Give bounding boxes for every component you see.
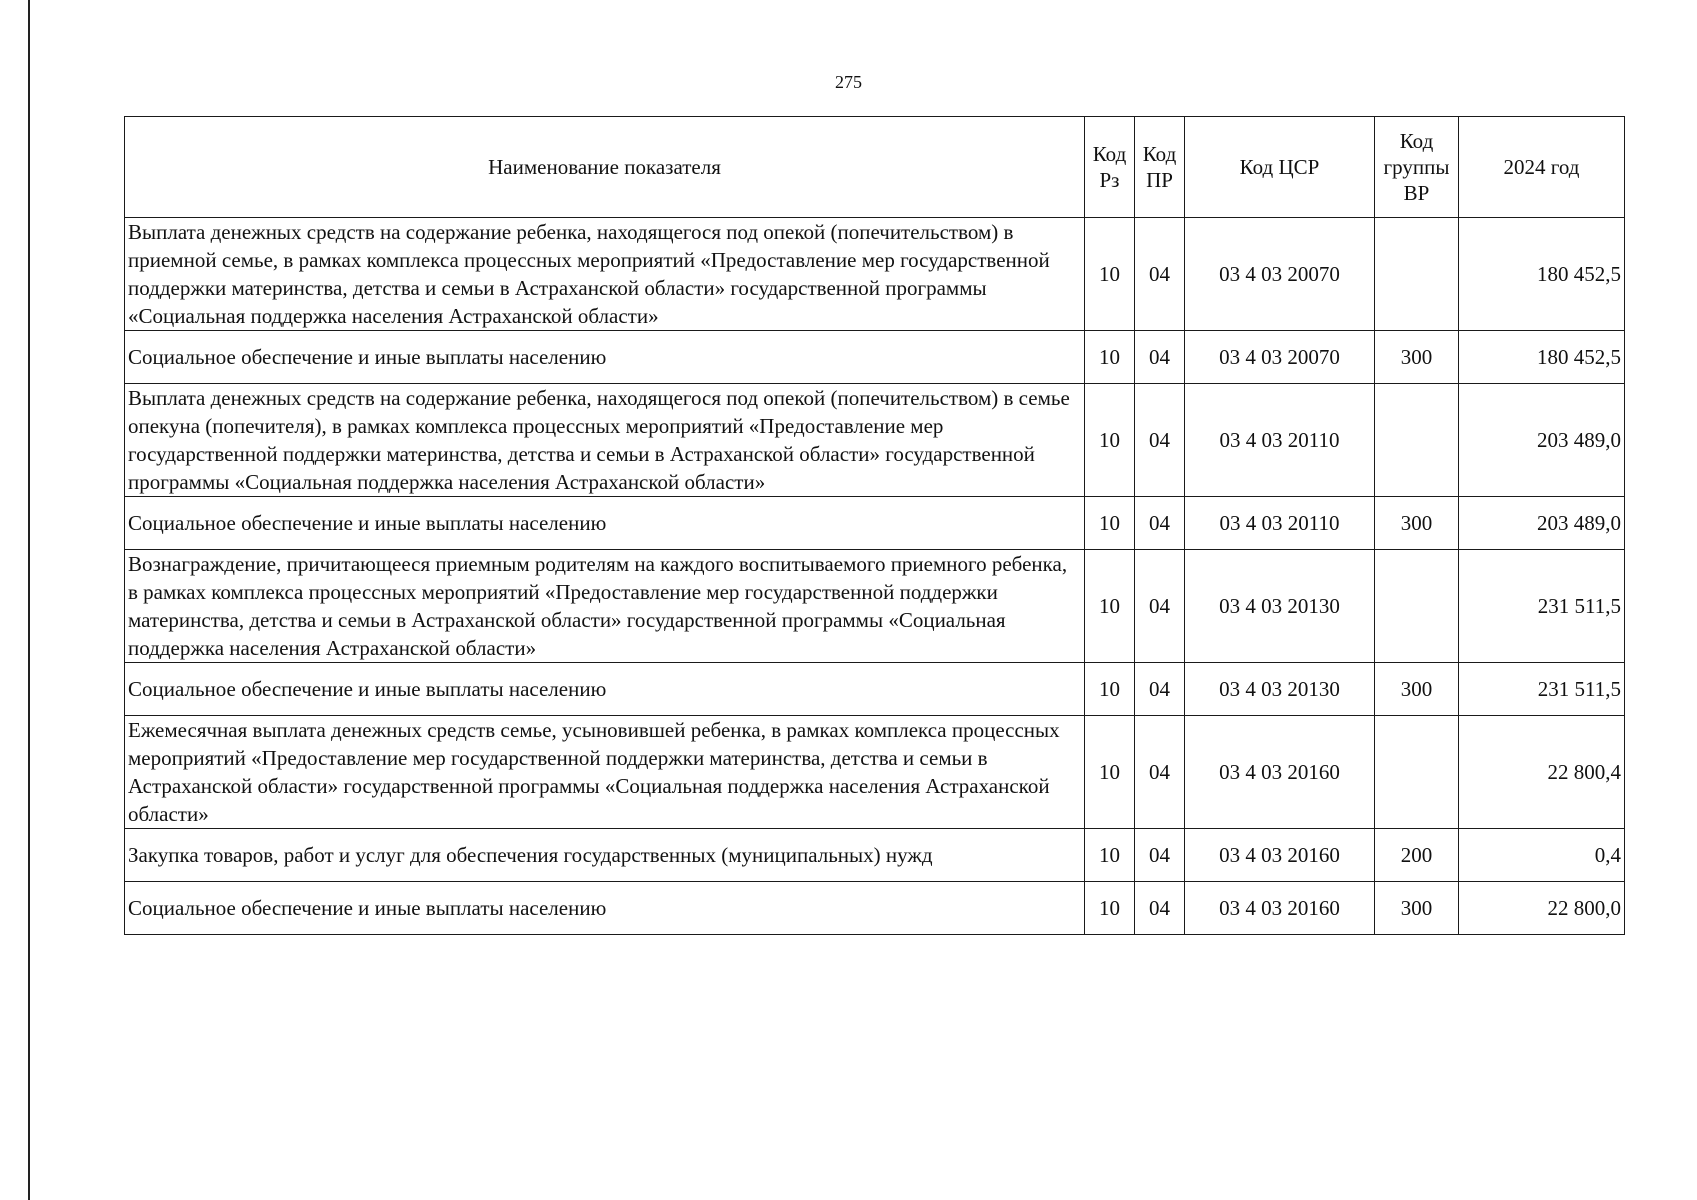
- table-row: [125, 829, 1625, 882]
- table-header-row: [125, 117, 1625, 218]
- row-name: Социальное обеспечение и иные выплаты населению: [125, 331, 1085, 384]
- row-rz: 10: [1085, 497, 1135, 550]
- table-row: [125, 218, 1625, 331]
- row-name: Социальное обеспечение и иные выплаты населению: [125, 497, 1085, 550]
- row-name: Выплата денежных средств на содержание ребенка, находящегося под опекой (попечительством) в семье опекуна (попечителя), в рамках комплекса процессных мероприятий «Предоставление мер государственной поддержки материнства, детства и семьи в Астраханской области» государственной программы «Социальная поддержка населения Астраханской области»: [125, 384, 1085, 497]
- page-binding-line: [28, 0, 30, 1200]
- row-csr: 03 4 03 20160: [1185, 882, 1375, 935]
- table-row: [125, 882, 1625, 935]
- row-csr: 03 4 03 20160: [1185, 716, 1375, 829]
- row-pr: 04: [1135, 331, 1185, 384]
- row-pr: 04: [1135, 829, 1185, 882]
- row-rz: 10: [1085, 550, 1135, 663]
- header-csr: Код ЦСР: [1185, 117, 1375, 218]
- row-vr: 300: [1375, 882, 1459, 935]
- row-rz: 10: [1085, 218, 1135, 331]
- page-number: 275: [835, 72, 862, 92]
- row-csr: 03 4 03 20110: [1185, 384, 1375, 497]
- row-csr: 03 4 03 20160: [1185, 829, 1375, 882]
- row-vr: [1375, 716, 1459, 829]
- row-amount: 203 489,0: [1459, 497, 1625, 550]
- row-rz: 10: [1085, 384, 1135, 497]
- row-name: Ежемесячная выплата денежных средств семье, усыновившей ребенка, в рамках комплекса процессных мероприятий «Предоставление мер государственной поддержки материнства, детства и семьи в Астраханской области» государственной программы «Социальная поддержка населения Астраханской области»: [125, 716, 1085, 829]
- row-name: Социальное обеспечение и иные выплаты населению: [125, 882, 1085, 935]
- row-vr: 300: [1375, 497, 1459, 550]
- row-csr: 03 4 03 20110: [1185, 497, 1375, 550]
- row-pr: 04: [1135, 550, 1185, 663]
- header-amount: 2024 год: [1459, 117, 1625, 218]
- header-pr: Код ПР: [1135, 117, 1185, 218]
- row-csr: 03 4 03 20070: [1185, 331, 1375, 384]
- header-vr: Код группы ВР: [1375, 117, 1459, 218]
- table-row: [125, 497, 1625, 550]
- row-name: Выплата денежных средств на содержание ребенка, находящегося под опекой (попечительством) в приемной семье, в рамках комплекса процессных мероприятий «Предоставление мер государственной поддержки материнства, детства и семьи в Астраханской области» государственной программы «Социальная поддержка населения Астраханской области»: [125, 218, 1085, 331]
- row-amount: 22 800,0: [1459, 882, 1625, 935]
- row-rz: 10: [1085, 829, 1135, 882]
- row-amount: 203 489,0: [1459, 384, 1625, 497]
- row-name: Вознаграждение, причитающееся приемным родителям на каждого воспитываемого приемного ребенка, в рамках комплекса процессных мероприятий «Предоставление мер государственной поддержки материнства, детства и семьи в Астраханской области» государственной программы «Социальная поддержка населения Астраханской области»: [125, 550, 1085, 663]
- row-vr: [1375, 550, 1459, 663]
- row-csr: 03 4 03 20130: [1185, 550, 1375, 663]
- row-vr: 200: [1375, 829, 1459, 882]
- table-row: [125, 384, 1625, 497]
- row-pr: 04: [1135, 663, 1185, 716]
- row-name: Социальное обеспечение и иные выплаты населению: [125, 663, 1085, 716]
- row-rz: 10: [1085, 716, 1135, 829]
- row-amount: 180 452,5: [1459, 218, 1625, 331]
- table-row: [125, 550, 1625, 663]
- row-amount: 180 452,5: [1459, 331, 1625, 384]
- row-csr: 03 4 03 20130: [1185, 663, 1375, 716]
- row-name: Закупка товаров, работ и услуг для обеспечения государственных (муниципальных) нужд: [125, 829, 1085, 882]
- table-row: [125, 716, 1625, 829]
- row-vr: 300: [1375, 663, 1459, 716]
- row-amount: 0,4: [1459, 829, 1625, 882]
- table-row: [125, 663, 1625, 716]
- row-amount: 231 511,5: [1459, 550, 1625, 663]
- row-rz: 10: [1085, 663, 1135, 716]
- budget-table: [124, 116, 1625, 935]
- row-csr: 03 4 03 20070: [1185, 218, 1375, 331]
- row-amount: 22 800,4: [1459, 716, 1625, 829]
- row-pr: 04: [1135, 497, 1185, 550]
- row-vr: 300: [1375, 331, 1459, 384]
- row-vr: [1375, 384, 1459, 497]
- row-rz: 10: [1085, 331, 1135, 384]
- row-pr: 04: [1135, 882, 1185, 935]
- row-amount: 231 511,5: [1459, 663, 1625, 716]
- table-row: [125, 331, 1625, 384]
- row-pr: 04: [1135, 384, 1185, 497]
- row-pr: 04: [1135, 218, 1185, 331]
- row-vr: [1375, 218, 1459, 331]
- header-rz: Код Рз: [1085, 117, 1135, 218]
- row-pr: 04: [1135, 716, 1185, 829]
- row-rz: 10: [1085, 882, 1135, 935]
- header-name: Наименование показателя: [125, 117, 1085, 218]
